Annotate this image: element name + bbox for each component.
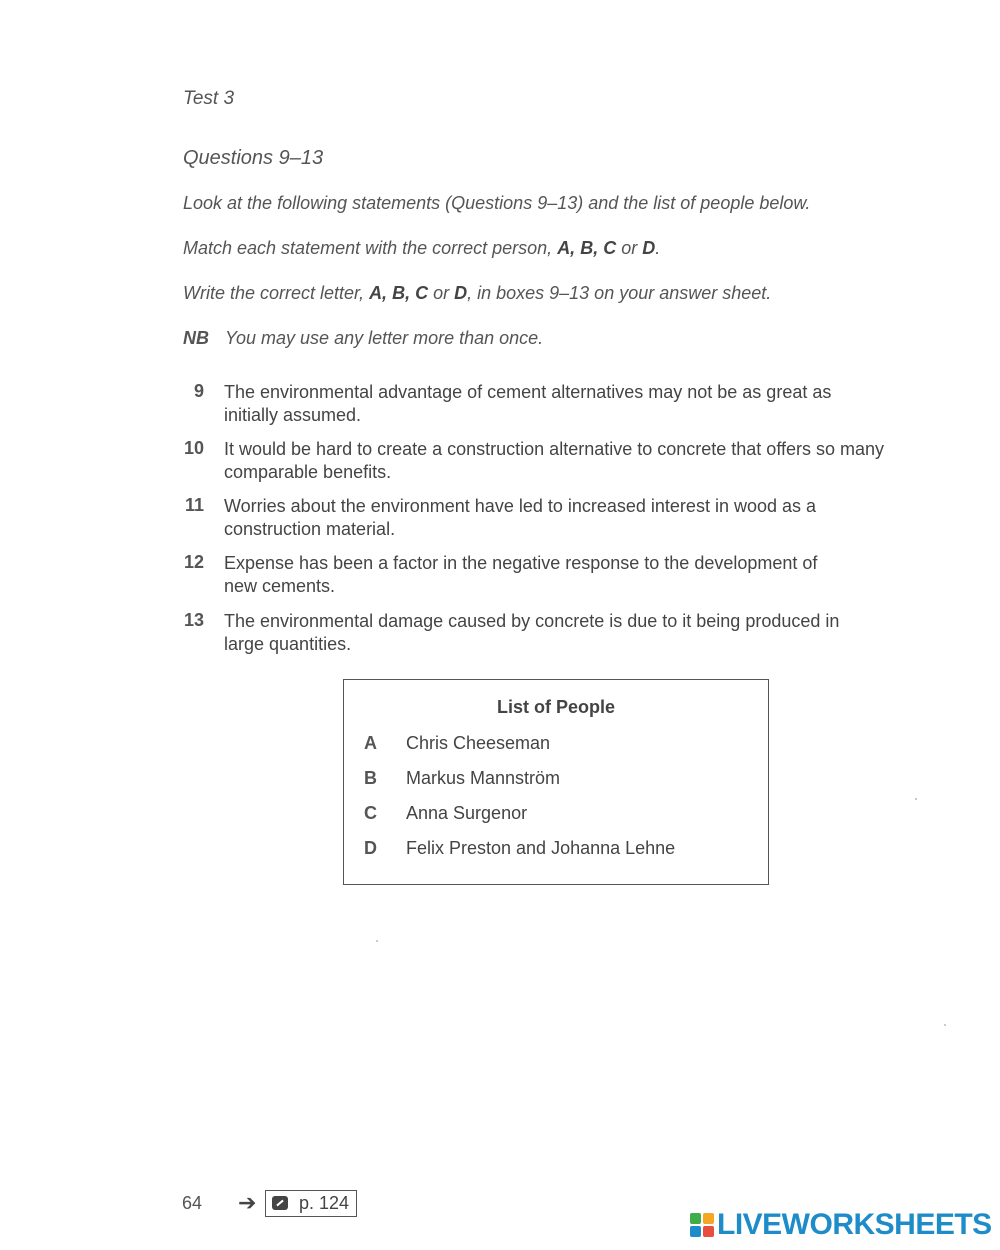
people-list-box — [343, 679, 769, 885]
instruction-letters: A, B, C — [557, 238, 617, 258]
person-letter: A — [364, 733, 377, 753]
question-number: 9 — [193, 381, 204, 401]
instruction-line-1: Look at the following statements (Questions 9–13) and the list of people below. — [183, 193, 811, 213]
person-letter: D — [364, 838, 377, 858]
instruction-text: Match each statement with the correct person, — [183, 238, 558, 258]
statement-line: initially assumed. — [224, 405, 362, 425]
scan-speck — [376, 940, 378, 942]
instruction-letter: D — [454, 283, 468, 303]
question-statement — [224, 552, 934, 598]
statement-line: The environmental damage caused by concrete is due to it being produced in — [224, 611, 840, 631]
question-number: 11 — [184, 495, 204, 515]
person-name: Markus Mannström — [406, 768, 561, 788]
section-title: Questions 9–13 — [183, 147, 324, 169]
instruction-text: or — [428, 283, 455, 303]
person-letter: C — [364, 803, 377, 823]
logo-mark-icon — [690, 1213, 714, 1237]
page-number: 64 — [182, 1193, 203, 1213]
scan-speck — [944, 1024, 946, 1026]
statement-line: large quantities. — [224, 634, 352, 654]
question-statement — [224, 495, 934, 541]
nb-text: You may use any letter more than once. — [225, 328, 544, 348]
person-letter: B — [364, 768, 377, 788]
person-name: Anna Surgenor — [406, 803, 528, 823]
person-name: Felix Preston and Johanna Lehne — [406, 838, 676, 858]
instruction-line-2 — [183, 238, 660, 259]
question-number: 12 — [183, 552, 204, 572]
instruction-line-3 — [183, 283, 771, 304]
statement-line: construction material. — [224, 519, 396, 539]
people-list-title: List of People — [496, 697, 615, 717]
instruction-text: or — [616, 238, 643, 258]
instruction-text: . — [655, 238, 661, 258]
scan-speck — [915, 798, 917, 800]
question-statement — [224, 438, 934, 484]
question-number: 10 — [183, 438, 204, 458]
running-head: Test 3 — [183, 88, 235, 109]
arrow-right-icon: ➔ — [238, 1190, 257, 1215]
instruction-text: , in boxes 9–13 on your answer sheet. — [467, 283, 772, 303]
question-statement — [224, 381, 934, 427]
logo-text: LIVEWORKSHEETS — [717, 1208, 992, 1241]
statement-line: Worries about the environment have led to increased interest in wood as a — [224, 496, 817, 516]
answer-reference-text: p. 124 — [299, 1193, 350, 1213]
statement-line: Expense has been a factor in the negative response to the development of — [224, 553, 818, 573]
instruction-letters: A, B, C — [369, 283, 429, 303]
answer-reference-link[interactable] — [265, 1190, 357, 1217]
statement-line: new cements. — [224, 576, 336, 596]
instruction-text: Write the correct letter, — [183, 283, 370, 303]
question-number: 13 — [183, 610, 204, 630]
person-name: Chris Cheeseman — [406, 733, 551, 753]
pencil-icon — [272, 1196, 288, 1210]
nb-label: NB — [183, 328, 209, 348]
statement-line: The environmental advantage of cement alternatives may not be as great as — [224, 382, 832, 402]
statement-line: It would be hard to create a construction alternative to concrete that offers so many — [224, 439, 885, 459]
instruction-letter: D — [642, 238, 656, 258]
question-statement — [224, 610, 934, 656]
statement-line: comparable benefits. — [224, 462, 392, 482]
